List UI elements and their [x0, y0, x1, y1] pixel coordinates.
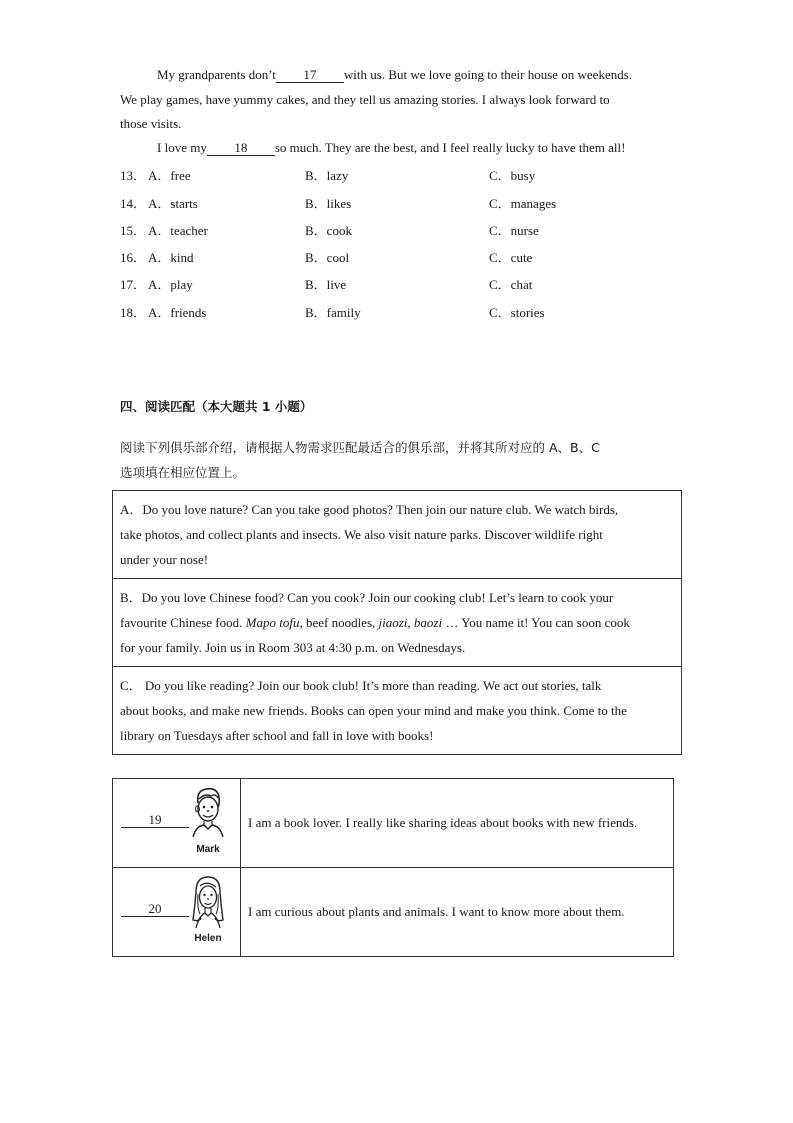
club-b-line-1: B．Do you love Chinese food? Can you cook? Join our cooking club! Let’s learn to cook your [120, 590, 614, 605]
option-b: B．cook [305, 223, 352, 238]
option-row-16 [120, 247, 680, 267]
club-a-line-2: take photos, and collect plants and insects. We also visit nature parks. Discover wildlife right [120, 527, 603, 542]
instruction-line-1: 阅读下列俱乐部介绍，请根据人物需求匹配最适合的俱乐部，并将其所对应的 A、B、C [120, 440, 600, 455]
people-table [112, 778, 674, 957]
option-a: A．friends [148, 305, 207, 320]
club-b-dish: baozi [413, 615, 443, 630]
option-row-14 [120, 193, 680, 213]
option-a: A．kind [148, 250, 194, 265]
club-a-line-1: A．Do you love nature? Can you take good photos? Then join our nature club. We watch birds, [120, 502, 619, 517]
option-c: C．chat [489, 277, 533, 292]
option-a: A．play [148, 277, 193, 292]
person-name-mark: Mark [196, 844, 220, 855]
person-helen-description: I am curious about plants and animals. I want to know more about them. [241, 868, 674, 957]
person-mark-description: I am a book lover. I really like sharing ideas about books with new friends. [241, 779, 674, 868]
club-c-line-3: library on Tuesdays after school and fall in love with books! [120, 728, 434, 743]
question-number: 14． [120, 196, 147, 211]
option-b: B．family [305, 305, 361, 320]
club-b-cell [113, 579, 682, 667]
passage-text: I love my [157, 140, 207, 155]
club-c-line-1: C． Do you like reading? Join our book club! It’s more than reading. We act out stories, talk [120, 678, 602, 693]
answer-blank-20: 20 [121, 902, 189, 917]
option-c: C．cute [489, 250, 533, 265]
club-b-dish: Mapo tofu [245, 615, 300, 630]
option-c: C．manages [489, 196, 557, 211]
passage-text: so much. They are the best, and I feel really lucky to have them all! [274, 140, 626, 155]
club-b-line-3: for your family. Join us in Room 303 at 4:30 p.m. on Wednesdays. [120, 640, 466, 655]
option-a: A．teacher [148, 223, 208, 238]
person-row-helen [113, 868, 674, 957]
club-c-line-2: about books, and make new friends. Books can open your mind and make you think. Come to the [120, 703, 627, 718]
option-row-13 [120, 165, 680, 185]
option-row-15 [120, 220, 680, 240]
girl-portrait-icon [191, 874, 225, 932]
club-c-cell [113, 667, 682, 755]
club-b-text: favourite Chinese food. [120, 615, 243, 630]
club-row-a [113, 491, 682, 579]
question-number: 15． [120, 223, 147, 238]
club-b-line-2 [120, 610, 675, 635]
option-row-17 [120, 274, 680, 294]
option-c: C．stories [489, 305, 545, 320]
club-a-line-3: under your nose! [120, 552, 209, 567]
answer-blank-18: 18 [207, 141, 275, 156]
option-c: C．nurse [489, 223, 539, 238]
club-b-text: , [407, 615, 411, 630]
question-number: 17． [120, 277, 147, 292]
instruction-line-2: 选项填在相应位置上。 [120, 465, 246, 480]
question-number: 18． [120, 305, 147, 320]
section-title: 四、阅读匹配（本大题共 1 小题） [120, 399, 313, 414]
question-number: 13． [120, 168, 147, 183]
option-b: B．lazy [305, 168, 349, 183]
option-a: A．starts [148, 196, 198, 211]
club-b-text: , beef noodles, [299, 615, 376, 630]
option-row-18 [120, 302, 680, 322]
question-number: 16． [120, 250, 147, 265]
option-b: B．live [305, 277, 347, 292]
option-b: B．likes [305, 196, 352, 211]
club-row-b [113, 579, 682, 667]
passage-text: My grandparents don’t [157, 67, 276, 82]
club-row-c [113, 667, 682, 755]
boy-portrait-icon [191, 785, 225, 843]
passage-text: with us. But we love going to their house on weekends. [343, 67, 633, 82]
clubs-table [112, 490, 682, 755]
person-row-mark [113, 779, 674, 868]
passage-line-1 [157, 67, 632, 83]
option-c: C．busy [489, 168, 536, 183]
option-b: B．cool [305, 250, 350, 265]
person-helen-cell [113, 868, 241, 957]
club-b-text: … You name it! You can soon cook [445, 615, 630, 630]
passage-line-4 [157, 140, 625, 156]
person-name-helen: Helen [194, 933, 222, 944]
passage-line-2: We play games, have yummy cakes, and they tell us amazing stories. I always look forward to [120, 92, 610, 107]
option-a: A．free [148, 168, 191, 183]
person-mark-cell [113, 779, 241, 868]
club-a-cell [113, 491, 682, 579]
answer-blank-19: 19 [121, 813, 189, 828]
answer-blank-17: 17 [276, 68, 344, 83]
club-b-dish: jiaozi [378, 615, 408, 630]
passage-line-3: those visits. [120, 116, 182, 131]
